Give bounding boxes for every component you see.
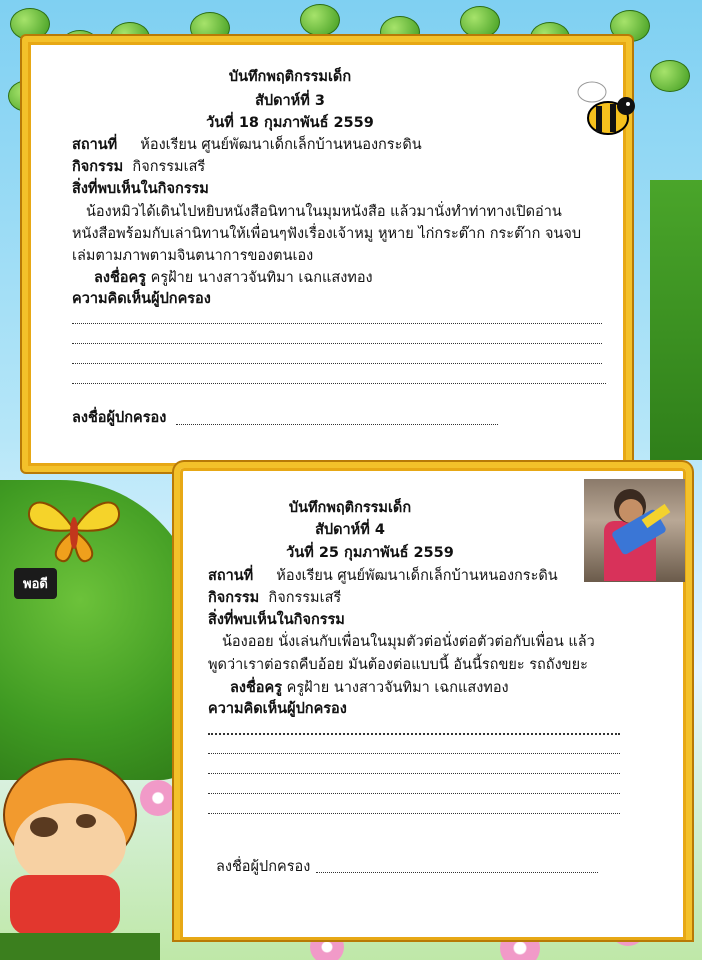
activity-label: กิจกรรม [72,159,124,175]
tree-trunk-right [650,180,702,460]
observation-line: เล่มตามภาพตามจินตนาการของตนเอง [72,248,314,264]
teacher-sign-value: ครูฝ้าย นางสาวจันทิมา เฉกแสงทอง [286,680,509,696]
comment-line[interactable] [208,733,620,735]
place-value: ห้องเรียน ศูนย์พัฒนาเด็กเล็กบ้านหนองกระดิน [276,568,558,584]
leaf-decoration [460,6,500,38]
parent-sign-label: ลงชื่อผู้ปกครอง [216,859,311,875]
comment-line[interactable] [72,343,602,344]
activity-row [72,158,205,176]
activity-value: กิจกรรมเสรี [268,590,342,606]
teacher-sign-label: ลงชื่อครู [94,270,147,286]
leaf-decoration [650,60,690,92]
teacher-sign-row [230,679,509,697]
child-photo [584,479,685,582]
parent-comment-label: ความคิดเห็นผู้ปกครอง [72,291,211,307]
observation-line: พูดว่าเราต่อรถคืบอ้อย มันต้องต่อแบบนี้ อันนี้รถขยะ รถถังขยะ [208,657,588,673]
teacher-sign-row [94,269,373,287]
butterfly-icon [26,495,122,565]
parent-comment-label: ความคิดเห็นผู้ปกครอง [208,701,347,717]
place-label: สถานที่ [72,137,118,153]
comment-line[interactable] [72,323,602,324]
place-row [208,567,558,585]
week-number: สัปดาห์ที่ 4 [315,522,385,538]
activity-label: กิจกรรม [208,590,260,606]
bee-icon [570,78,638,140]
record-title: บันทึกพฤติกรรมเด็ก [228,69,352,85]
comment-line[interactable] [208,753,620,754]
comment-line[interactable] [208,793,620,794]
week-number: สัปดาห์ที่ 3 [255,93,325,109]
teacher-sign-value: ครูฝ้าย นางสาวจันทิมา เฉกแสงทอง [150,270,373,286]
status-tag: พอดี [14,568,57,599]
found-label: สิ่งที่พบเห็นในกิจกรรม [208,612,345,628]
comment-line[interactable] [208,813,620,814]
leaf-decoration [300,4,340,36]
observation-line: หนังสือพร้อมกับเล่านิทานให้เพื่อนๆฟังเรื่องเจ้าหมู หูหาย ไก่กระต๊าก กระต๊าก จนจบ [72,226,582,242]
comment-line[interactable] [72,363,602,364]
comment-line[interactable] [208,773,620,774]
record-title: บันทึกพฤติกรรมเด็ก [288,500,412,516]
observation-line: น้องหมิวได้เดินไปหยิบหนังสือนิทานในมุมหนังสือ แล้วมานั่งทำท่าทางเปิดอ่าน [86,204,562,220]
record-date: วันที่ 25 กุมภาพันธ์ 2559 [286,545,454,561]
observation-line: น้องออย นั่งเล่นกับเพื่อนในมุมตัวต่อนั่งต่อตัวต่อกับเพื่อน แล้ว [222,634,595,650]
parent-sign-line[interactable] [316,872,598,873]
activity-row [208,589,341,607]
parent-sign-label: ลงชื่อผู้ปกครอง [72,410,167,426]
found-label: สิ่งที่พบเห็นในกิจกรรม [72,181,209,197]
parent-sign-line[interactable] [176,424,498,425]
cartoon-character-illustration [0,755,160,960]
teacher-sign-label: ลงชื่อครู [230,680,283,696]
comment-line[interactable] [72,383,606,384]
place-label: สถานที่ [208,568,254,584]
place-value: ห้องเรียน ศูนย์พัฒนาเด็กเล็กบ้านหนองกระดิน [140,137,422,153]
activity-value: กิจกรรมเสรี [132,159,206,175]
place-row [72,136,422,154]
record-date: วันที่ 18 กุมภาพันธ์ 2559 [206,115,374,131]
